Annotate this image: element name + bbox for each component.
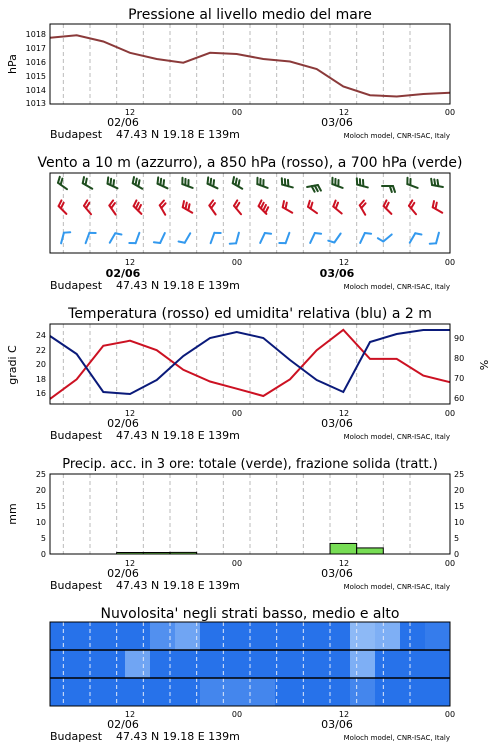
- wind-barb: [384, 200, 392, 213]
- wind-barb-flag: [158, 177, 159, 183]
- precip-xaxis: [107, 559, 455, 580]
- wind-barb: [279, 233, 289, 243]
- xtick-label: 12: [124, 108, 136, 117]
- cloud-cell: [75, 622, 101, 650]
- wind-barb-flag: [84, 200, 87, 205]
- wind-barb-flag: [263, 205, 266, 211]
- wind-barb-flag: [318, 185, 321, 191]
- wind-barb-shaft: [86, 233, 90, 243]
- wind-barb-flag: [333, 201, 335, 207]
- wind-barb-shaft: [436, 233, 439, 244]
- precip-ytick: 10: [454, 518, 465, 527]
- cloud-cell: [400, 622, 426, 650]
- wind-barb: [109, 200, 115, 214]
- wind-barb-flag: [86, 203, 89, 208]
- cloud-cell: [400, 678, 426, 706]
- wind-barb-flag: [433, 201, 434, 207]
- wind-barb: [332, 178, 342, 188]
- wind-barb: [182, 178, 192, 188]
- wind-barb: [179, 233, 191, 243]
- wind-barb-flag: [315, 233, 321, 234]
- precip-panel: [6, 457, 464, 592]
- wind-barb: [283, 201, 293, 213]
- precip-yticks-left: [36, 470, 46, 559]
- xtick-label: 12: [124, 409, 136, 418]
- location-city: Budapest: [50, 279, 103, 292]
- rh-ytick: 80: [454, 354, 465, 363]
- model-credit: Moloch model, CNR-ISAC, Italy: [343, 583, 450, 591]
- rh-ytick: 70: [454, 374, 465, 383]
- wind-barb-flag: [336, 203, 338, 209]
- wind-barb-flag: [431, 179, 432, 185]
- precip-ytick: 25: [454, 470, 465, 479]
- wind-barb: [430, 233, 439, 244]
- cloud-cell: [225, 650, 251, 678]
- wind-barb-flag: [236, 179, 237, 185]
- cloud-cell: [250, 622, 276, 650]
- pressure-ytick: 1013: [25, 99, 46, 108]
- cloud-panel: [50, 606, 455, 743]
- cloud-xaxis: [107, 710, 455, 731]
- cloud-cell: [375, 650, 401, 678]
- wind-barb-flag: [365, 233, 371, 234]
- pressure-title: Pressione al livello medio del mare: [128, 7, 372, 23]
- xtick-label: 00: [444, 258, 456, 267]
- wind-barb-flag: [328, 241, 334, 243]
- cloud-cell: [375, 678, 401, 706]
- cloud-cell: [325, 622, 351, 650]
- cloud-cell: [375, 622, 401, 650]
- precip-ytick: 5: [40, 534, 46, 543]
- precip-ylabel: mm: [6, 503, 19, 525]
- wind-barb-flag: [188, 204, 189, 210]
- wind-barb: [360, 201, 366, 215]
- cloud-cell: [150, 678, 176, 706]
- wind-barb-flag: [115, 233, 121, 234]
- precip-ytick: 0: [454, 550, 460, 559]
- wind-barb: [333, 201, 341, 214]
- xtick-label: 12: [338, 559, 350, 568]
- temp-ylabel: gradi C: [6, 345, 19, 385]
- precip-ytick: 0: [40, 550, 46, 559]
- wind-barb: [183, 201, 193, 213]
- model-credit: Moloch model, CNR-ISAC, Italy: [343, 433, 450, 441]
- wind-barb-flag: [138, 180, 139, 186]
- xtick-label: 12: [338, 409, 350, 418]
- wind-barb: [378, 234, 392, 241]
- cloud-cell: [125, 650, 151, 678]
- pressure-ytick: 1016: [25, 58, 46, 67]
- location-coords: 47.43 N 19.18 E 139m: [116, 128, 240, 141]
- wind-barb-shaft: [185, 233, 191, 243]
- date-label: 02/06: [105, 267, 141, 280]
- model-credit: Moloch model, CNR-ISAC, Italy: [343, 283, 450, 291]
- rh-ytick: 90: [454, 334, 465, 343]
- temp-yticks: [36, 331, 46, 398]
- wind-barb-flag: [61, 179, 63, 185]
- wind-barb-flag: [86, 179, 87, 185]
- precip-ytick: 25: [35, 470, 46, 479]
- cloud-cell: [425, 650, 451, 678]
- cloud-cell: [200, 650, 226, 678]
- cloud-cell: [425, 678, 451, 706]
- wind-barb: [208, 177, 218, 188]
- precip-grid: [63, 474, 410, 554]
- wind-barb-flag: [59, 200, 62, 206]
- precip-frame: [50, 474, 450, 554]
- wind-barb-flag: [61, 203, 64, 209]
- temp-ytick: 20: [35, 360, 46, 369]
- location-city: Budapest: [50, 579, 103, 592]
- cloud-cell: [225, 622, 251, 650]
- cloud-cell: [125, 622, 151, 650]
- location-coords: 47.43 N 19.18 E 139m: [116, 279, 240, 292]
- wind-barb: [431, 179, 443, 187]
- wind-barb: [433, 201, 443, 213]
- wind-barb-flag: [58, 177, 60, 183]
- location-city: Budapest: [50, 128, 103, 141]
- precip-bar: [330, 543, 357, 554]
- wind-barb-shaft: [333, 206, 341, 213]
- wind-barb: [59, 200, 67, 213]
- wind-barb-shaft: [407, 184, 417, 188]
- wind-barb-flag: [210, 179, 211, 185]
- wind-barb-flag: [384, 200, 387, 206]
- date-label: 03/06: [319, 267, 355, 280]
- wind-barb-flag: [233, 177, 234, 183]
- wind-barb-shaft: [136, 233, 140, 243]
- wind-barb: [86, 233, 96, 243]
- wind-barb-flag: [259, 200, 262, 206]
- wind-barb: [409, 200, 416, 214]
- xtick-label: 00: [444, 710, 456, 719]
- xtick-label: 12: [338, 258, 350, 267]
- wind-barb-flag: [265, 207, 268, 213]
- wind-barb-shaft: [334, 233, 340, 242]
- wind-barb-shaft: [211, 233, 215, 243]
- model-credit: Moloch model, CNR-ISAC, Italy: [343, 132, 450, 140]
- xtick-label: 00: [231, 559, 243, 568]
- xtick-label: 12: [124, 258, 136, 267]
- wind-barb: [61, 232, 70, 243]
- cloud-cell: [275, 678, 301, 706]
- precip-yticks-right: [454, 470, 464, 559]
- xtick-label: 12: [338, 710, 350, 719]
- date-label: 03/06: [321, 567, 353, 580]
- wind-barb-flag: [160, 179, 161, 185]
- precip-ytick: 10: [35, 518, 46, 527]
- wind-barb-flag: [136, 203, 139, 209]
- cloud-cell: [325, 650, 351, 678]
- wind-barb: [410, 233, 422, 243]
- pressure-panel: [6, 7, 455, 141]
- wind-barb-flag: [154, 242, 160, 243]
- wind-barb-flag: [437, 180, 438, 186]
- temp-ytick: 24: [35, 331, 46, 340]
- wind-barb-shaft: [433, 207, 443, 213]
- cloud-cell: [75, 678, 101, 706]
- location-coords: 47.43 N 19.18 E 139m: [116, 429, 240, 442]
- location-coords: 47.43 N 19.18 E 139m: [116, 730, 240, 743]
- location-city: Budapest: [50, 429, 103, 442]
- pressure-ytick: 1018: [25, 30, 46, 39]
- wind-barb-flag: [110, 179, 111, 185]
- wind-barb: [108, 177, 118, 188]
- pressure-ytick: 1014: [25, 86, 46, 95]
- precip-ytick: 5: [454, 534, 460, 543]
- pressure-ylabel: hPa: [6, 54, 19, 74]
- wind-barb-flag: [436, 203, 437, 209]
- wind-barb: [307, 185, 321, 192]
- date-label: 03/06: [321, 116, 353, 129]
- wind-barb: [84, 200, 91, 214]
- wind-barb-flag: [108, 177, 109, 183]
- wind-barb-shaft: [110, 233, 116, 243]
- temp-title: Temperatura (rosso) ed umidita' relativa (blu) a 2 m: [68, 306, 432, 322]
- wind-barb-flag: [183, 201, 184, 207]
- wind-barb: [233, 177, 243, 189]
- wind-barb: [310, 233, 321, 243]
- xtick-label: 12: [338, 108, 350, 117]
- wind-barb: [230, 233, 239, 244]
- wind-barb: [360, 233, 371, 243]
- wind-barb-shaft: [286, 233, 290, 243]
- date-label: 02/06: [107, 567, 139, 580]
- wind-barb: [259, 200, 269, 213]
- cloud-cell: [350, 622, 376, 650]
- cloud-cell: [400, 650, 426, 678]
- wind-barb: [154, 233, 165, 243]
- wind-barb: [257, 178, 267, 188]
- wind-barb-shaft: [383, 234, 391, 241]
- wind-barb: [382, 186, 395, 192]
- rh-ylabel: %: [478, 359, 491, 371]
- wind-barb-shaft: [236, 233, 239, 244]
- cloud-cell: [325, 678, 351, 706]
- wind-barb: [234, 200, 241, 214]
- xtick-label: 00: [444, 559, 456, 568]
- wind-barb-flag: [308, 201, 310, 207]
- cloud-cell: [350, 678, 376, 706]
- wind-barb: [209, 200, 215, 214]
- cloud-cell: [200, 622, 226, 650]
- rh-yticks: [454, 334, 464, 403]
- cloud-cell: [125, 678, 151, 706]
- temp-ytick: 22: [35, 346, 46, 355]
- date-label: 02/06: [107, 417, 139, 430]
- wind-barb: [357, 178, 368, 187]
- cloud-cell: [50, 622, 76, 650]
- pressure-yticks: [26, 30, 46, 108]
- wind-barb: [134, 200, 142, 213]
- wind-barb-flag: [186, 203, 187, 209]
- wind-barb-shaft: [260, 233, 265, 243]
- wind-barb-flag: [434, 179, 435, 185]
- cloud-cell: [275, 650, 301, 678]
- precip-ytick: 15: [35, 502, 46, 511]
- location-coords: 47.43 N 19.18 E 139m: [116, 579, 240, 592]
- wind-barb-flag: [138, 205, 141, 211]
- precip-ytick: 20: [454, 486, 465, 495]
- xtick-label: 12: [124, 710, 136, 719]
- wind-barb-flag: [238, 180, 239, 186]
- pressure-xaxis: [107, 108, 455, 129]
- wind-barb-shaft: [283, 207, 293, 213]
- wind-barb-flag: [378, 238, 383, 241]
- cloud-cell: [100, 622, 126, 650]
- wind-barb-flag: [386, 203, 389, 209]
- wind-barb-flag: [393, 186, 395, 192]
- pressure-frame: [50, 24, 450, 104]
- cloud-cell: [50, 650, 76, 678]
- wind-barb-shaft: [410, 233, 416, 243]
- pressure-ytick: 1015: [25, 72, 46, 81]
- wind-barb: [407, 178, 417, 188]
- wind-barb-flag: [234, 200, 237, 205]
- model-credit: Moloch model, CNR-ISAC, Italy: [343, 734, 450, 742]
- date-label: 02/06: [107, 718, 139, 731]
- wind-barb-flag: [113, 180, 114, 186]
- wind-barb-flag: [311, 203, 313, 209]
- temp-ytick: 16: [35, 389, 46, 398]
- xtick-label: 00: [231, 710, 243, 719]
- xtick-label: 00: [444, 108, 456, 117]
- wind-barb-flag: [179, 241, 185, 242]
- temp-ytick: 18: [35, 375, 46, 384]
- wind-barb-shaft: [160, 233, 165, 243]
- cloud-cell: [350, 650, 376, 678]
- cloud-cell: [425, 622, 451, 650]
- wind-barb-flag: [409, 200, 412, 205]
- wind-barb: [260, 233, 271, 243]
- xtick-label: 00: [231, 258, 243, 267]
- cloud-cell: [150, 650, 176, 678]
- wind-barb-flag: [163, 180, 164, 186]
- wind-barb-flag: [265, 233, 271, 234]
- wind-barb: [58, 177, 67, 189]
- cloud-cell: [100, 650, 126, 678]
- rh-ytick: 60: [454, 394, 465, 403]
- date-label: 02/06: [107, 116, 139, 129]
- wind-barb-flag: [315, 186, 318, 192]
- wind-barb-shaft: [360, 233, 365, 243]
- wind-barb-flag: [415, 233, 421, 234]
- wind-barb: [133, 177, 143, 189]
- wind-panel: [37, 155, 462, 292]
- cloud-cell: [50, 678, 76, 706]
- wind-barb-flag: [283, 201, 284, 207]
- location-city: Budapest: [50, 730, 103, 743]
- wind-barb-shaft: [310, 233, 315, 243]
- cloud-title: Nuvolosita' negli strati basso, medio e alto: [100, 606, 400, 622]
- cloud-cell: [100, 678, 126, 706]
- xtick-label: 00: [444, 409, 456, 418]
- precip-ytick: 20: [35, 486, 46, 495]
- wind-barb-flag: [213, 180, 214, 186]
- cloud-cell: [250, 650, 276, 678]
- wind-barb-flag: [236, 203, 239, 208]
- cloud-cell: [150, 622, 176, 650]
- date-label: 03/06: [321, 417, 353, 430]
- temp-xaxis: [107, 409, 455, 430]
- wind-barb-flag: [136, 179, 137, 185]
- date-label: 03/06: [321, 718, 353, 731]
- wind-barb: [83, 177, 93, 189]
- wind-xaxis: [106, 258, 455, 280]
- precip-bar: [357, 548, 384, 554]
- wind-barb-shaft: [83, 183, 93, 189]
- wind-barb-flag: [286, 203, 287, 209]
- wind-barb-shaft: [61, 233, 64, 244]
- wind-barb: [308, 201, 317, 213]
- wind-barb: [282, 178, 293, 187]
- wind-barb-flag: [208, 177, 209, 183]
- pressure-ytick: 1017: [25, 44, 46, 53]
- xtick-label: 00: [231, 108, 243, 117]
- cloud-cell: [275, 622, 301, 650]
- wind-barb-shaft: [58, 183, 67, 189]
- precip-title: Precip. acc. in 3 ore: totale (verde), frazione solida (tratt.): [62, 457, 438, 472]
- cloud-cell: [75, 650, 101, 678]
- xtick-label: 00: [231, 409, 243, 418]
- wind-barb: [160, 201, 166, 215]
- cloud-cell: [200, 678, 226, 706]
- wind-barb-shaft: [308, 207, 317, 213]
- temp-panel: [6, 306, 491, 442]
- wind-barb-flag: [134, 200, 137, 206]
- cloud-cell: [225, 678, 251, 706]
- wind-barb: [211, 233, 221, 243]
- wind-barb: [110, 233, 122, 243]
- cloud-cell: [250, 678, 276, 706]
- wind-barb-flag: [312, 186, 315, 192]
- xtick-label: 12: [124, 559, 136, 568]
- wind-barb-flag: [133, 177, 134, 183]
- wind-barb-flag: [261, 203, 264, 209]
- precip-ytick: 15: [454, 502, 465, 511]
- wind-barb-flag: [411, 203, 414, 208]
- wind-barb: [158, 177, 168, 188]
- wind-barb: [129, 233, 139, 243]
- wind-title: Vento a 10 m (azzurro), a 850 hPa (rosso), a 700 hPa (verde): [37, 155, 463, 171]
- wind-barb-flag: [83, 177, 84, 183]
